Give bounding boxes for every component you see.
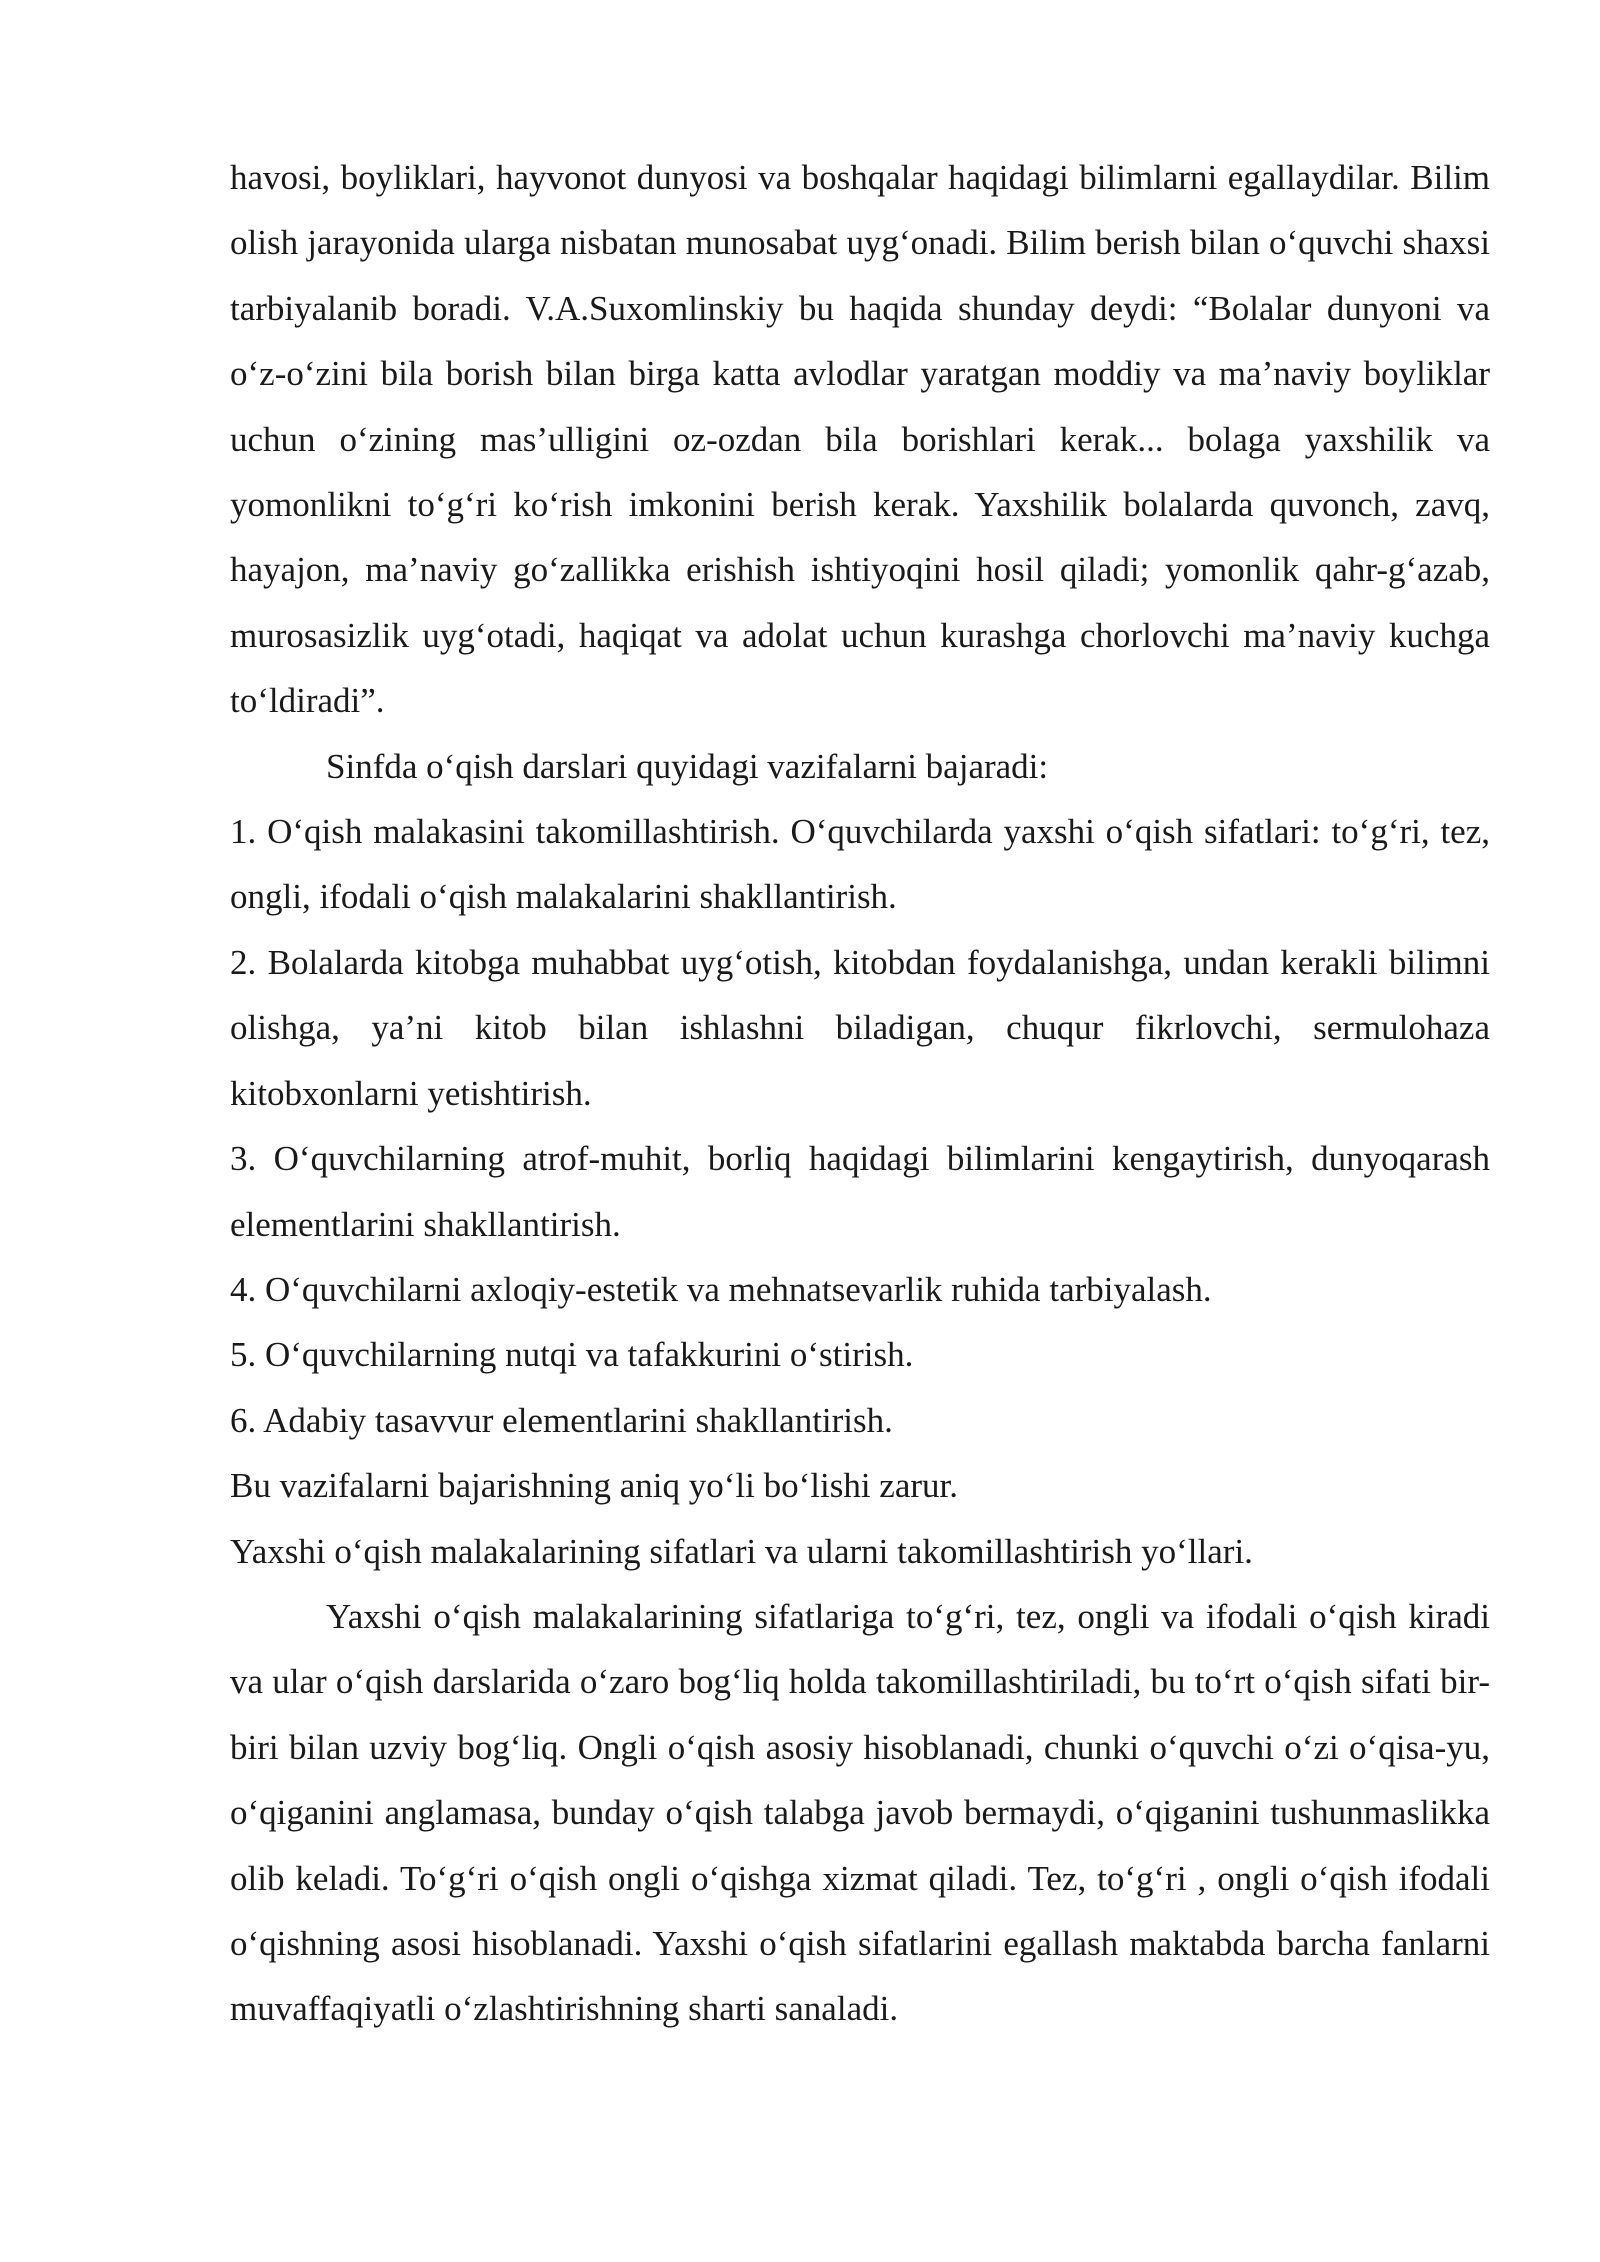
task-item-1: 1. O‘qish malakasini takomillashtirish. O‘quvchilarda yaxshi o‘qish sifatlari: to‘g‘ri, tez, ongli, ifodali o‘qish malakalarini shakllantirish. <box>230 812 1490 917</box>
task-item-4: 4. O‘quvchilarni axloqiy-estetik va mehnatsevarlik ruhida tarbiyalash. <box>230 1269 1212 1309</box>
task-item-3: 3. O‘quvchilarning atrof-muhit, borliq haqidagi bilimlarini kengaytirish, dunyoqarash elementlarini shakllantirish. <box>230 1139 1490 1244</box>
task-item-5: 5. O‘quvchilarning nutqi va tafakkurini o‘stirish. <box>230 1335 914 1375</box>
conclusion-line: Bu vazifalarni bajarishning aniq yo‘li bo‘lishi zarur. <box>230 1466 958 1506</box>
task-item-2: 2. Bolalarda kitobga muhabbat uyg‘otish, kitobdan foydalanishga, undan kerakli bilimni olishga, ya’ni kitob bilan ishlashni biladigan, chuqur fikrlovchi, sermulohaza kitobxonlarni yetishtirish. <box>230 942 1490 1113</box>
tasks-intro: Sinfda o‘qish darslari quyidagi vazifalarni bajaradi: <box>326 746 1049 786</box>
section-heading: Yaxshi o‘qish malakalarining sifatlari va ularni takomillashtirish yo‘llari. <box>230 1531 1253 1571</box>
intro-paragraph: havosi, boyliklari, hayvonot dunyosi va boshqalar haqidagi bilimlarni egallaydilar. Bilim olish jarayonida ularga nisbatan munosabat uyg‘onadi. Bilim berish bilan o‘quvchi shaxsi tarbiyalanib boradi. V.A.Suxomlinskiy bu haqida shunday deydi: “Bolalar dunyoni va o‘z-o‘zini bila borish bilan birga katta avlodlar yaratgan moddiy va ma’naviy boyliklar uchun o‘zining mas’ulligini oz-ozdan bila borishlari kerak... bolaga yaxshilik va yomonlikni to‘g‘ri ko‘rish imkonini berish kerak. Yaxshilik bolalarda quvonch, zavq, hayajon, ma’naviy go‘zallikka erishish ishtiyoqini hosil qiladi; yomonlik qahr-g‘azab, murosasizlik uyg‘otadi, haqiqat va adolat uchun kurashga chorlovchi ma’naviy kuchga to‘ldiradi”. <box>230 158 1490 721</box>
page-body <box>230 145 1490 2042</box>
task-item-6: 6. Adabiy tasavvur elementlarini shakllantirish. <box>230 1400 893 1440</box>
final-paragraph: Yaxshi o‘qish malakalarining sifatlariga to‘g‘ri, tez, ongli va ifodali o‘qish kiradi va ular o‘qish darslarida o‘zaro bog‘liq holda takomillashtiriladi, bu to‘rt o‘qish sifati bir-biri bilan uzviy bog‘liq. Ongli o‘qish asosiy hisoblanadi, chunki o‘quvchi o‘zi o‘qisa-yu, o‘qiganini anglamasa, bunday o‘qish talabga javob bermaydi, o‘qiganini tushunmaslikka olib keladi. To‘g‘ri o‘qish ongli o‘qishga xizmat qiladi. Tez, to‘g‘ri , ongli o‘qish ifodali o‘qishning asosi hisoblanadi. Yaxshi o‘qish sifatlarini egallash maktabda barcha fanlarni muvaffaqiyatli o‘zlashtirishning sharti sanaladi. <box>230 1596 1490 2029</box>
